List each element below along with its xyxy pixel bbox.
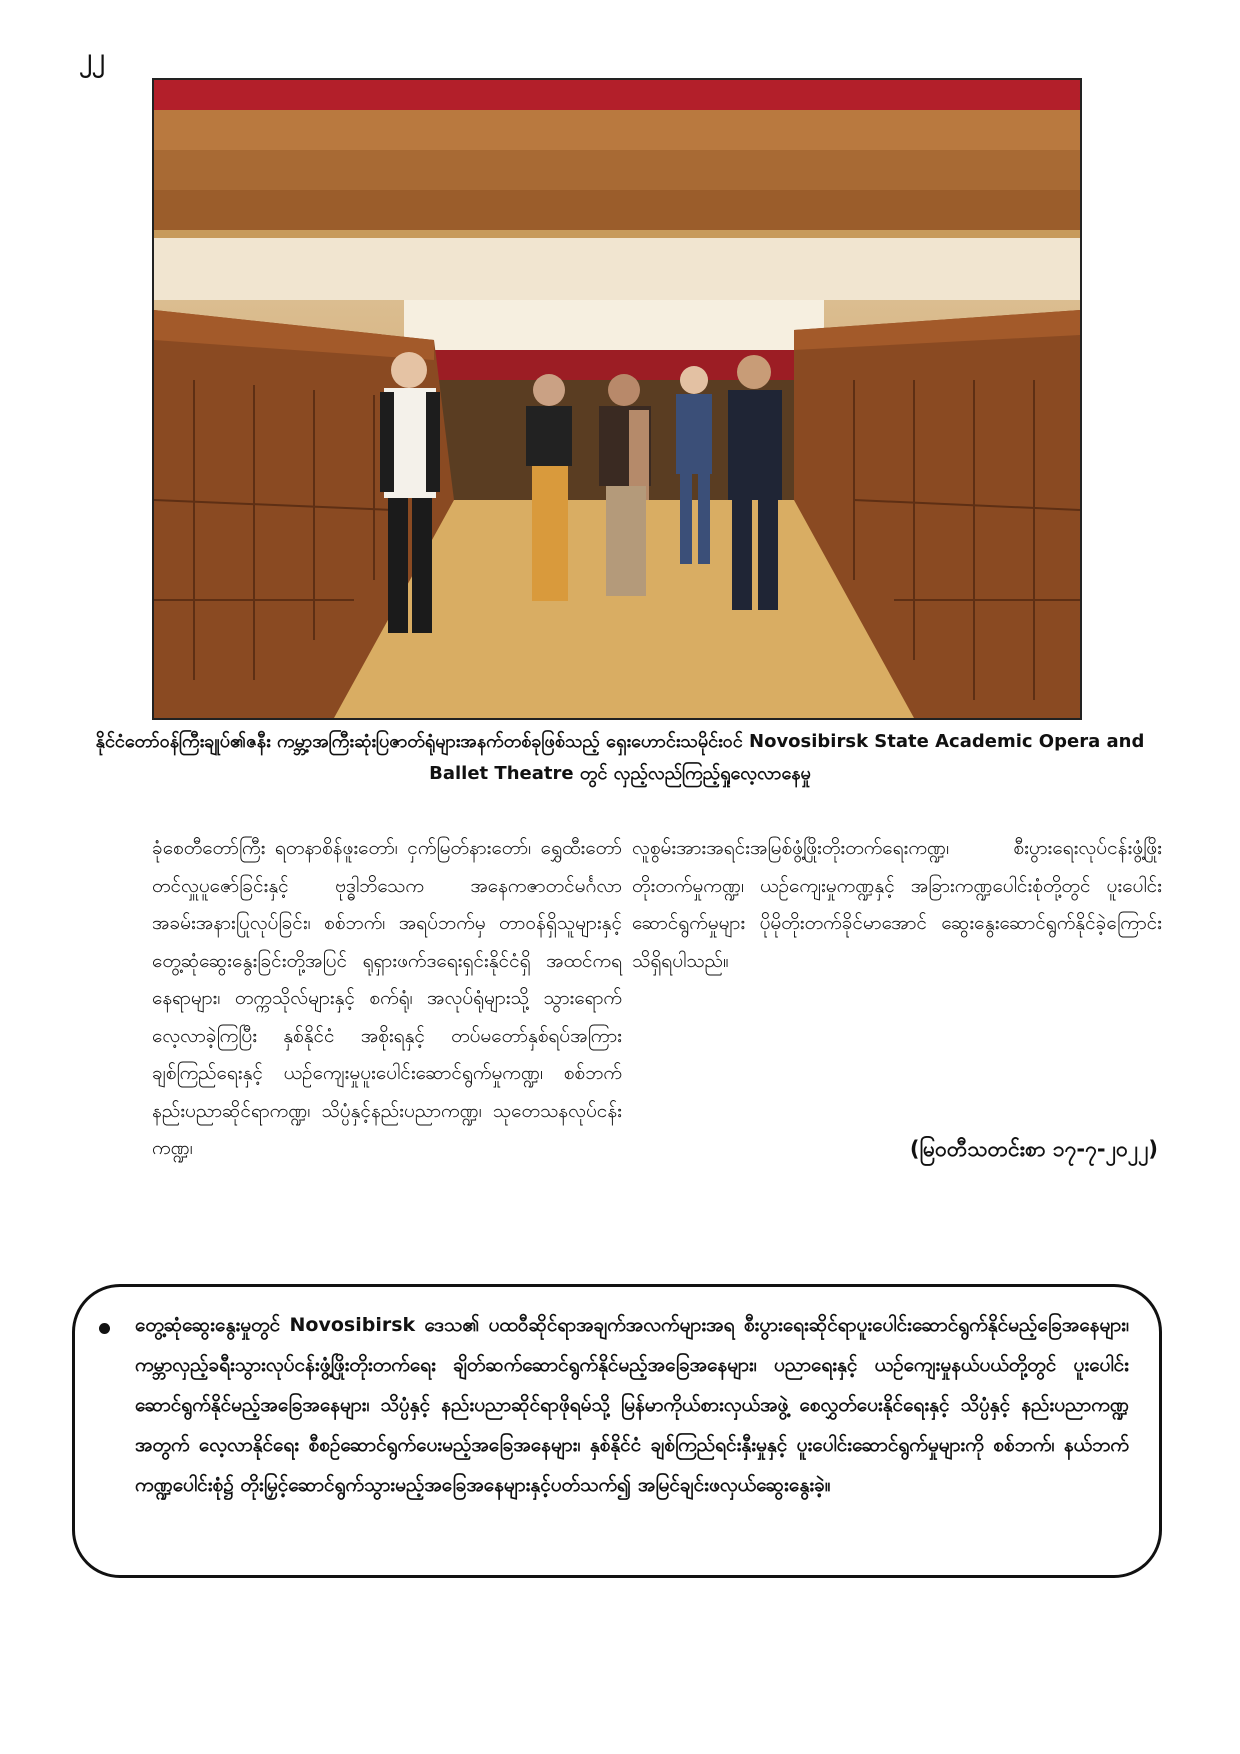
photo-caption: နိုင်ငံတော်ဝန်ကြီးချုပ်၏ဇနီး ကမ္ဘာ့အကြီးဆုံးပြဇာတ်ရုံများအနက်တစ်ခုဖြစ်သည့် ရှေးဟောင်းသမိုင်းဝင် Novosibirsk State Academic Opera and Ballet Theatre တွင် လှည့်လည်ကြည့်ရှုလေ့လာနေမှု — [95, 731, 1145, 784]
bullet-icon — [99, 1323, 110, 1334]
body-column-left — [152, 830, 622, 1168]
body-column-right — [632, 830, 1162, 980]
photo-illustration — [154, 80, 1080, 718]
page-number: ၂၂ — [79, 43, 105, 73]
summary-box — [72, 1284, 1162, 1578]
news-photo — [152, 78, 1082, 720]
source-citation: (မြဝတီသတင်းစာ ၁၇-၇-၂၀၂၂) — [909, 1137, 1158, 1161]
summary-text: တွေ့ဆုံဆွေးနွေးမှုတွင် Novosibirsk ဒေသ၏ ပထဝီဆိုင်ရာအချက်အလက်များအရ စီးပွားရေးဆိုင်ရာပူးပေါင်းဆောင်ရွက်နိုင်မည့်ခြေအနေများ၊ ကမ္ဘာလှည့်ခရီးသွားလုပ်ငန်းဖွံ့ဖြိုးတိုးတက်ရေး ချိတ်ဆက်ဆောင်ရွက်နိုင်မည့်အခြေအနေများ၊ ပညာရေးနှင့် ယဉ်ကျေးမှုနယ်ပယ်တို့တွင် ပူးပေါင်းဆောင်ရွက်နိုင်မည့်အခြေအနေများ၊ သိပ္ပံနှင့် နည်းပညာဆိုင်ရာဖိုရမ်သို့ မြန်မာကိုယ်စားလှယ်အဖွဲ့ စေလွှတ်ပေးနိုင်ရေးနှင့် သိပ္ပံနှင့် နည်းပညာကဏ္ဍအတွက် လေ့လာနိုင်ရေး စီစဉ်ဆောင်ရွက်ပေးမည့်အခြေအနေများ၊ နှစ်နိုင်ငံ ချစ်ကြည်ရင်းနှီးမှုနှင့် ပူးပေါင်းဆောင်ရွက်မှုများကို စစ်ဘက်၊ နယ်ဘက်ကဏ္ဍပေါင်းစုံ၌ တိုးမြှင့်ဆောင်ရွက်သွားမည့်အခြေအနေများနှင့်ပတ်သက်၍ အမြင်ချင်းဖလှယ်ဆွေးနွေးခဲ့။ — [135, 1314, 1129, 1496]
body-paragraph-left: ခုံစေတီတော်ကြီး ရတနာစိန်ဖူးတော်၊ ငှက်မြတ်နားတော်၊ ရွှေထီးတော်တင်လှူပူဇော်ခြင်းနှင့် ဗုဒ္ဓါဘိသေက အနေကဇာတင်မင်္ဂလာအခမ်းအနားပြုလုပ်ခြင်း၊ စစ်ဘက်၊ အရပ်ဘက်မှ တာဝန်ရှိသူများနှင့် တွေ့ဆုံဆွေးနွေးခြင်းတို့အပြင် ရုရှားဖက်ဒရေးရှင်းနိုင်ငံရှိ အထင်ကရနေရာများ၊ တက္ကသိုလ်များနှင့် စက်ရုံ၊ အလုပ်ရုံများသို့ သွားရောက်လေ့လာခဲ့ကြပြီး နှစ်နိုင်ငံ အစိုးရနှင့် တပ်မတော်နှစ်ရပ်အကြား ချစ်ကြည်ရေးနှင့် ယဉ်ကျေးမှုပူးပေါင်းဆောင်ရွက်မှုကဏ္ဍ၊ စစ်ဘက်နည်းပညာဆိုင်ရာကဏ္ဍ၊ သိပ္ပံနှင့်နည်းပညာကဏ္ဍ၊ သုတေသနလုပ်ငန်းကဏ္ဍ၊ — [152, 837, 622, 1159]
body-paragraph-right: လူစွမ်းအားအရင်းအမြစ်ဖွံ့ဖြိုးတိုးတက်ရေးကဏ္ဍ၊ စီးပွားရေးလုပ်ငန်းဖွံ့ဖြိုးတိုးတက်မှုကဏ္ဍ၊ ယဉ်ကျေးမှုကဏ္ဍနှင့် အခြားကဏ္ဍပေါင်းစုံတို့တွင် ပူးပေါင်းဆောင်ရွက်မှုများ ပိုမိုတိုးတက်ခိုင်မာအောင် ဆွေးနွေးဆောင်ရွက်နိုင်ခဲ့ကြောင်း သိရှိရပါသည်။ — [632, 837, 1162, 972]
